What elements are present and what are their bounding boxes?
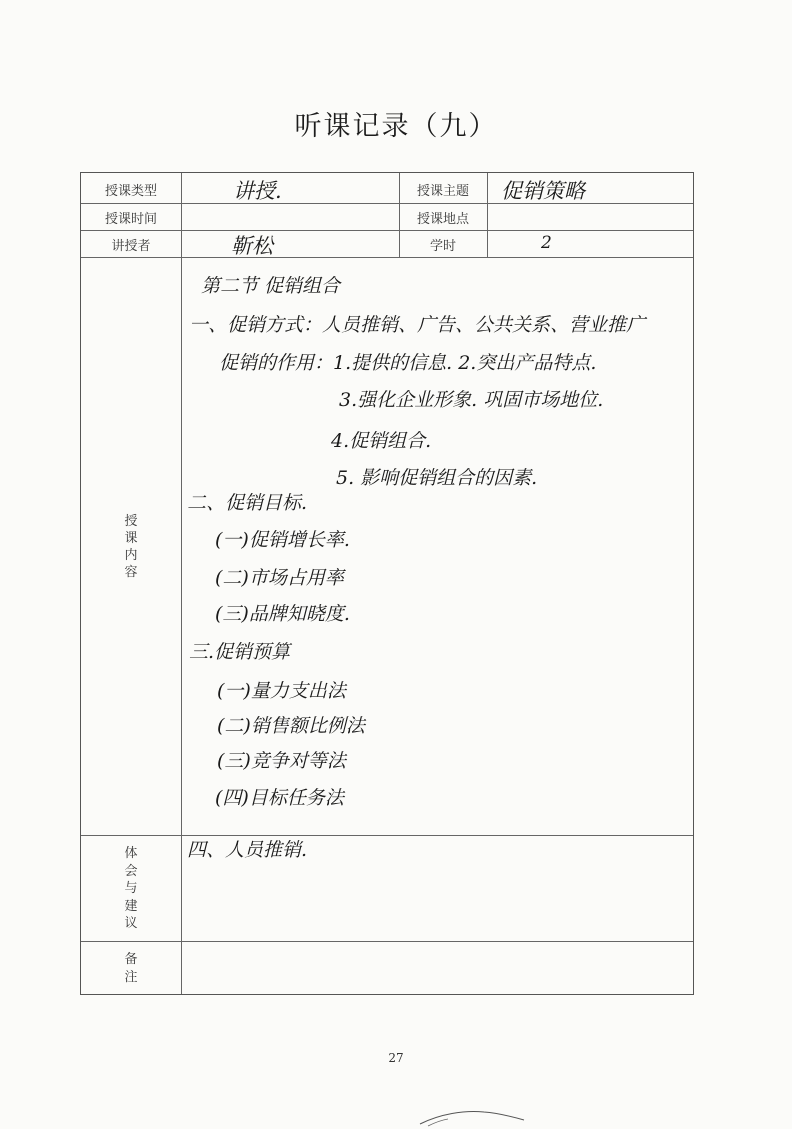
content-line: (四)目标任务法 bbox=[215, 787, 344, 809]
row-divider bbox=[81, 941, 693, 942]
class-hours-value: 2 bbox=[541, 233, 552, 253]
pen-mark-icon bbox=[418, 1106, 528, 1128]
course-topic-value: 促销策略 bbox=[501, 179, 585, 203]
lecture-record-table bbox=[80, 172, 694, 995]
content-line: 4.促销组合. bbox=[331, 430, 432, 452]
content-label: 授课内容 bbox=[124, 514, 138, 580]
col-divider bbox=[487, 173, 488, 257]
content-line: 促销的作用：1.提供的信息. 2.突出产品特点. bbox=[219, 352, 597, 374]
content-line: 第二节 促销组合 bbox=[201, 275, 341, 297]
content-line: (三)品牌知晓度. bbox=[215, 603, 350, 625]
content-line: 3.强化企业形象. 巩固市场地位. bbox=[339, 389, 604, 411]
content-line: 二、促销目标. bbox=[187, 492, 308, 514]
row-divider bbox=[81, 835, 693, 836]
row-divider bbox=[81, 203, 693, 204]
page-number: 27 bbox=[388, 1051, 404, 1065]
content-line: (一)量力支出法 bbox=[217, 680, 346, 702]
content-line: 三.促销预算 bbox=[189, 641, 291, 663]
col-divider bbox=[181, 173, 182, 994]
lecturer-value: 靳松 bbox=[231, 234, 273, 258]
class-hours-label: 学时 bbox=[429, 239, 456, 254]
row-divider bbox=[81, 230, 693, 231]
content-line: 一、促销方式：人员推销、广告、公共关系、营业推广 bbox=[189, 314, 646, 336]
course-type-label: 授课类型 bbox=[104, 184, 157, 199]
content-line: (二)销售额比例法 bbox=[217, 715, 365, 737]
lecturer-label: 讲授者 bbox=[111, 239, 151, 254]
course-type-value: 讲授. bbox=[233, 179, 282, 203]
feedback-label: 体会与建议 bbox=[124, 846, 138, 931]
row-divider bbox=[81, 257, 693, 258]
course-place-label: 授课地点 bbox=[416, 212, 469, 227]
content-line: (一)促销增长率. bbox=[215, 529, 350, 551]
remarks-label: 备注 bbox=[124, 952, 138, 985]
course-topic-label: 授课主题 bbox=[416, 184, 469, 199]
content-line: 5. 影响促销组合的因素. bbox=[336, 467, 538, 489]
content-line: (三)竞争对等法 bbox=[217, 750, 346, 772]
feedback-text: 四、人员推销. bbox=[187, 839, 308, 861]
course-time-label: 授课时间 bbox=[104, 212, 157, 227]
page-title: 听课记录（九） bbox=[294, 111, 498, 142]
content-line: (二)市场占用率 bbox=[215, 567, 344, 589]
